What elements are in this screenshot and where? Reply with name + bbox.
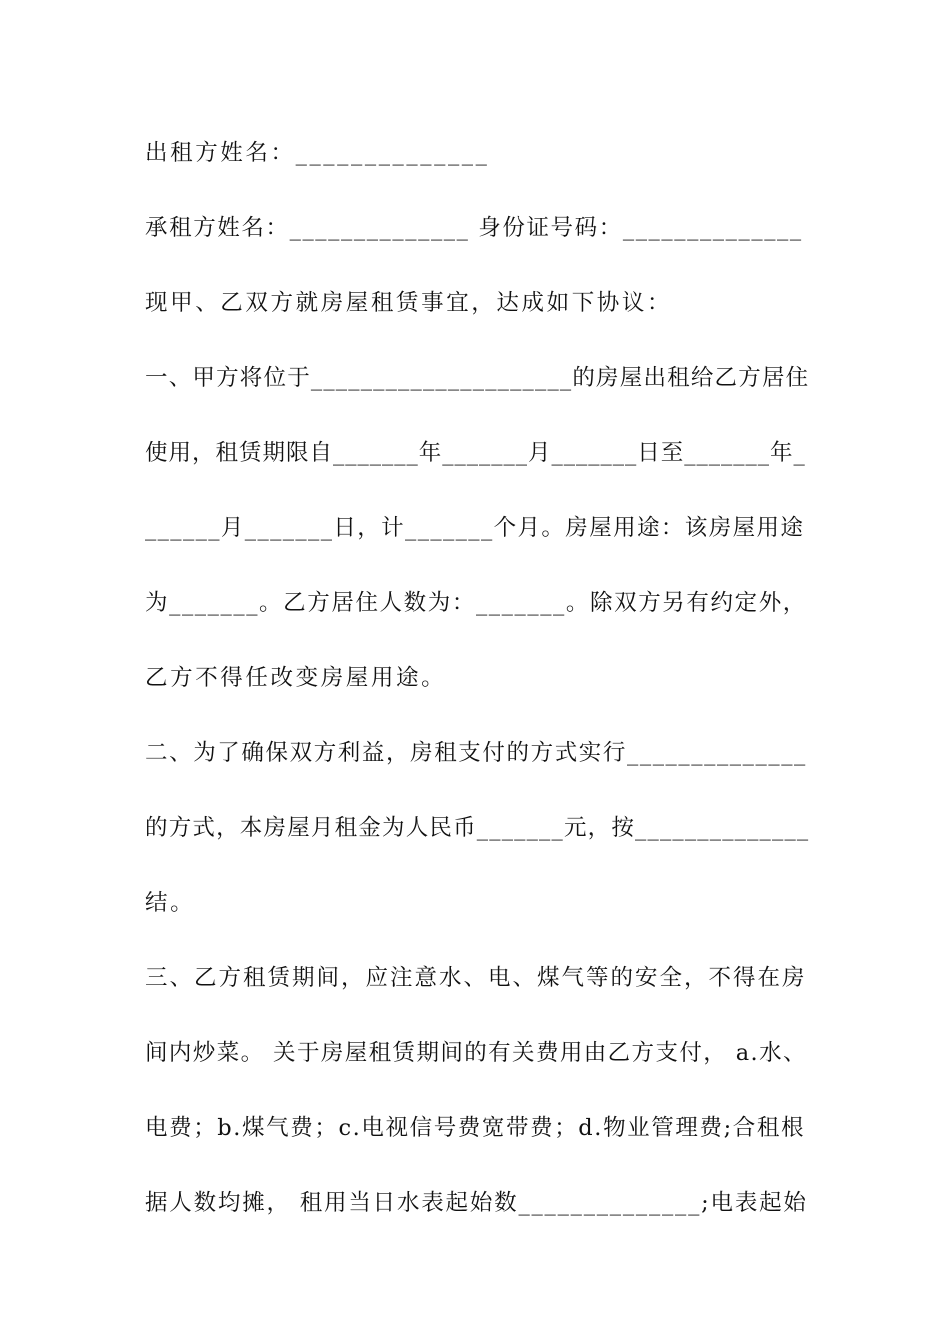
clause-3-line-1: 三、乙方租赁期间，应注意水、电、煤气等的安全，不得在房 <box>145 965 807 991</box>
lessor-name-line: 出租方姓名：______________ <box>145 140 490 166</box>
agreement-intro-line: 现甲、乙双方就房屋租赁事宜，达成如下协议： <box>145 290 673 316</box>
clause-1-line-3: ______月_______日，计_______个月。房屋用途：该房屋用途 <box>145 515 805 541</box>
clause-1-line-1: 一、甲方将位于_____________________的房屋出租给乙方居住 <box>145 365 810 391</box>
clause-1-line-5: 乙方不得任改变房屋用途。 <box>145 665 447 691</box>
clause-3-line-4: 据人数均摊， 租用当日水表起始数______________;电表起始 <box>145 1190 808 1216</box>
clause-2-line-2: 的方式，本房屋月租金为人民币_______元，按______________ <box>145 815 810 841</box>
clause-3-line-3: 电费；b.煤气费；c.电视信号费宽带费；d.物业管理费;合租根 <box>145 1115 806 1141</box>
clause-2-line-1: 二、为了确保双方利益，房租支付的方式实行______________ <box>145 740 807 766</box>
clause-1-line-4: 为_______。乙方居住人数为：_______。除双方另有约定外， <box>145 590 807 616</box>
clause-1-line-2: 使用，租赁期限自_______年_______月_______日至_______年_ <box>145 440 806 466</box>
clause-3-line-2: 间内炒菜。 关于房屋租赁期间的有关费用由乙方支付， a.水、 <box>145 1040 807 1066</box>
clause-2-line-3: 结。 <box>145 890 196 916</box>
lessee-name-id-line: 承租方姓名：______________ 身份证号码：______________ <box>145 215 803 241</box>
